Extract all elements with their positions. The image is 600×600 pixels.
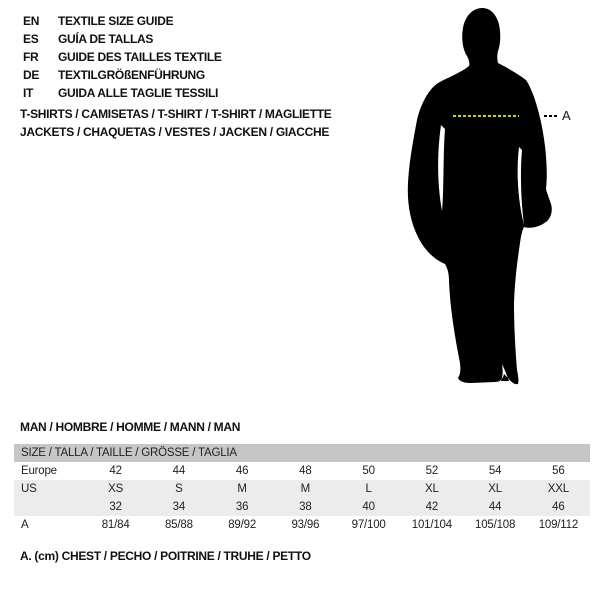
list-item	[23, 12, 222, 30]
language-code: FR	[23, 50, 39, 64]
row-label: A	[21, 519, 29, 531]
man-silhouette-figure	[405, 5, 575, 395]
table-cell: M	[211, 480, 274, 498]
table-cell: 46	[235, 465, 249, 477]
list-item	[23, 84, 222, 102]
table-cell: 105/108	[475, 519, 516, 531]
table-cell: 32	[84, 498, 147, 516]
table-cell: L	[337, 480, 400, 498]
language-title: TEXTILGRÖßENFÜHRUNG	[58, 68, 205, 82]
measurement-note: A. (cm) CHEST / PECHO / POITRINE / TRUHE / PETTO	[20, 549, 311, 563]
list-item	[23, 48, 222, 66]
row-label: US	[14, 480, 84, 498]
table-cell: 93/96	[291, 519, 320, 531]
measure-extension-dash-line	[544, 115, 559, 117]
table-cell: 42	[400, 498, 463, 516]
chest-measure-dash-line	[453, 115, 519, 117]
table-cell: M	[274, 480, 337, 498]
table-cell: 81/84	[101, 519, 130, 531]
table-cell: XS	[84, 480, 147, 498]
table-cell: 109/112	[538, 519, 579, 531]
table-cell: 44	[172, 465, 186, 477]
table-row-europe	[14, 462, 590, 480]
category-line-tshirts: T-SHIRTS / CAMISETAS / T-SHIRT / T-SHIRT / MAGLIETTE	[20, 107, 332, 121]
list-item	[23, 30, 222, 48]
category-line-jackets: JACKETS / CHAQUETAS / VESTES / JACKEN / GIACCHE	[20, 125, 330, 139]
man-silhouette-icon	[405, 5, 575, 395]
table-cell: 97/100	[351, 519, 386, 531]
language-code: ES	[23, 32, 39, 46]
table-cell: 36	[211, 498, 274, 516]
table-cell: 85/88	[164, 519, 193, 531]
measure-label-a: A	[562, 108, 571, 123]
table-row-chest-a	[14, 516, 590, 534]
language-code: IT	[23, 86, 34, 100]
table-cell: 56	[552, 465, 565, 477]
language-title-list	[23, 12, 222, 102]
language-code: DE	[23, 68, 40, 82]
table-cell: 52	[425, 465, 439, 477]
table-row-us	[14, 480, 590, 498]
table-cell: 38	[274, 498, 337, 516]
table-cell: 40	[337, 498, 400, 516]
table-cell: XL	[464, 480, 527, 498]
table-cell: S	[147, 480, 210, 498]
table-cell: 48	[299, 465, 312, 477]
table-cell: XXL	[527, 480, 590, 498]
size-table-header-row	[14, 444, 590, 462]
table-cell: 34	[147, 498, 210, 516]
table-cell: 44	[464, 498, 527, 516]
table-cell: 46	[527, 498, 590, 516]
language-title: GUIDE DES TAILLES TEXTILE	[58, 50, 222, 64]
table-cell: 50	[362, 465, 375, 477]
language-code: EN	[23, 14, 40, 28]
row-label: Europe	[21, 465, 57, 477]
table-cell: 42	[109, 465, 122, 477]
table-cell: XL	[400, 480, 463, 498]
list-item	[23, 66, 222, 84]
garment-categories	[20, 105, 332, 141]
table-cell: 54	[488, 465, 502, 477]
language-title: TEXTILE SIZE GUIDE	[58, 14, 174, 28]
table-cell: 89/92	[228, 519, 257, 531]
row-label	[14, 498, 84, 516]
language-title: GUÍA DE TALLAS	[58, 32, 154, 46]
size-table-header: SIZE / TALLA / TAILLE / GRÖSSE / TAGLIA	[14, 444, 590, 462]
gender-heading: MAN / HOMBRE / HOMME / MANN / MAN	[20, 420, 241, 434]
table-row-numeric	[14, 498, 590, 516]
language-title: GUIDA ALLE TAGLIE TESSILI	[58, 86, 219, 100]
size-table	[14, 444, 590, 534]
table-cell: 101/104	[411, 519, 452, 531]
